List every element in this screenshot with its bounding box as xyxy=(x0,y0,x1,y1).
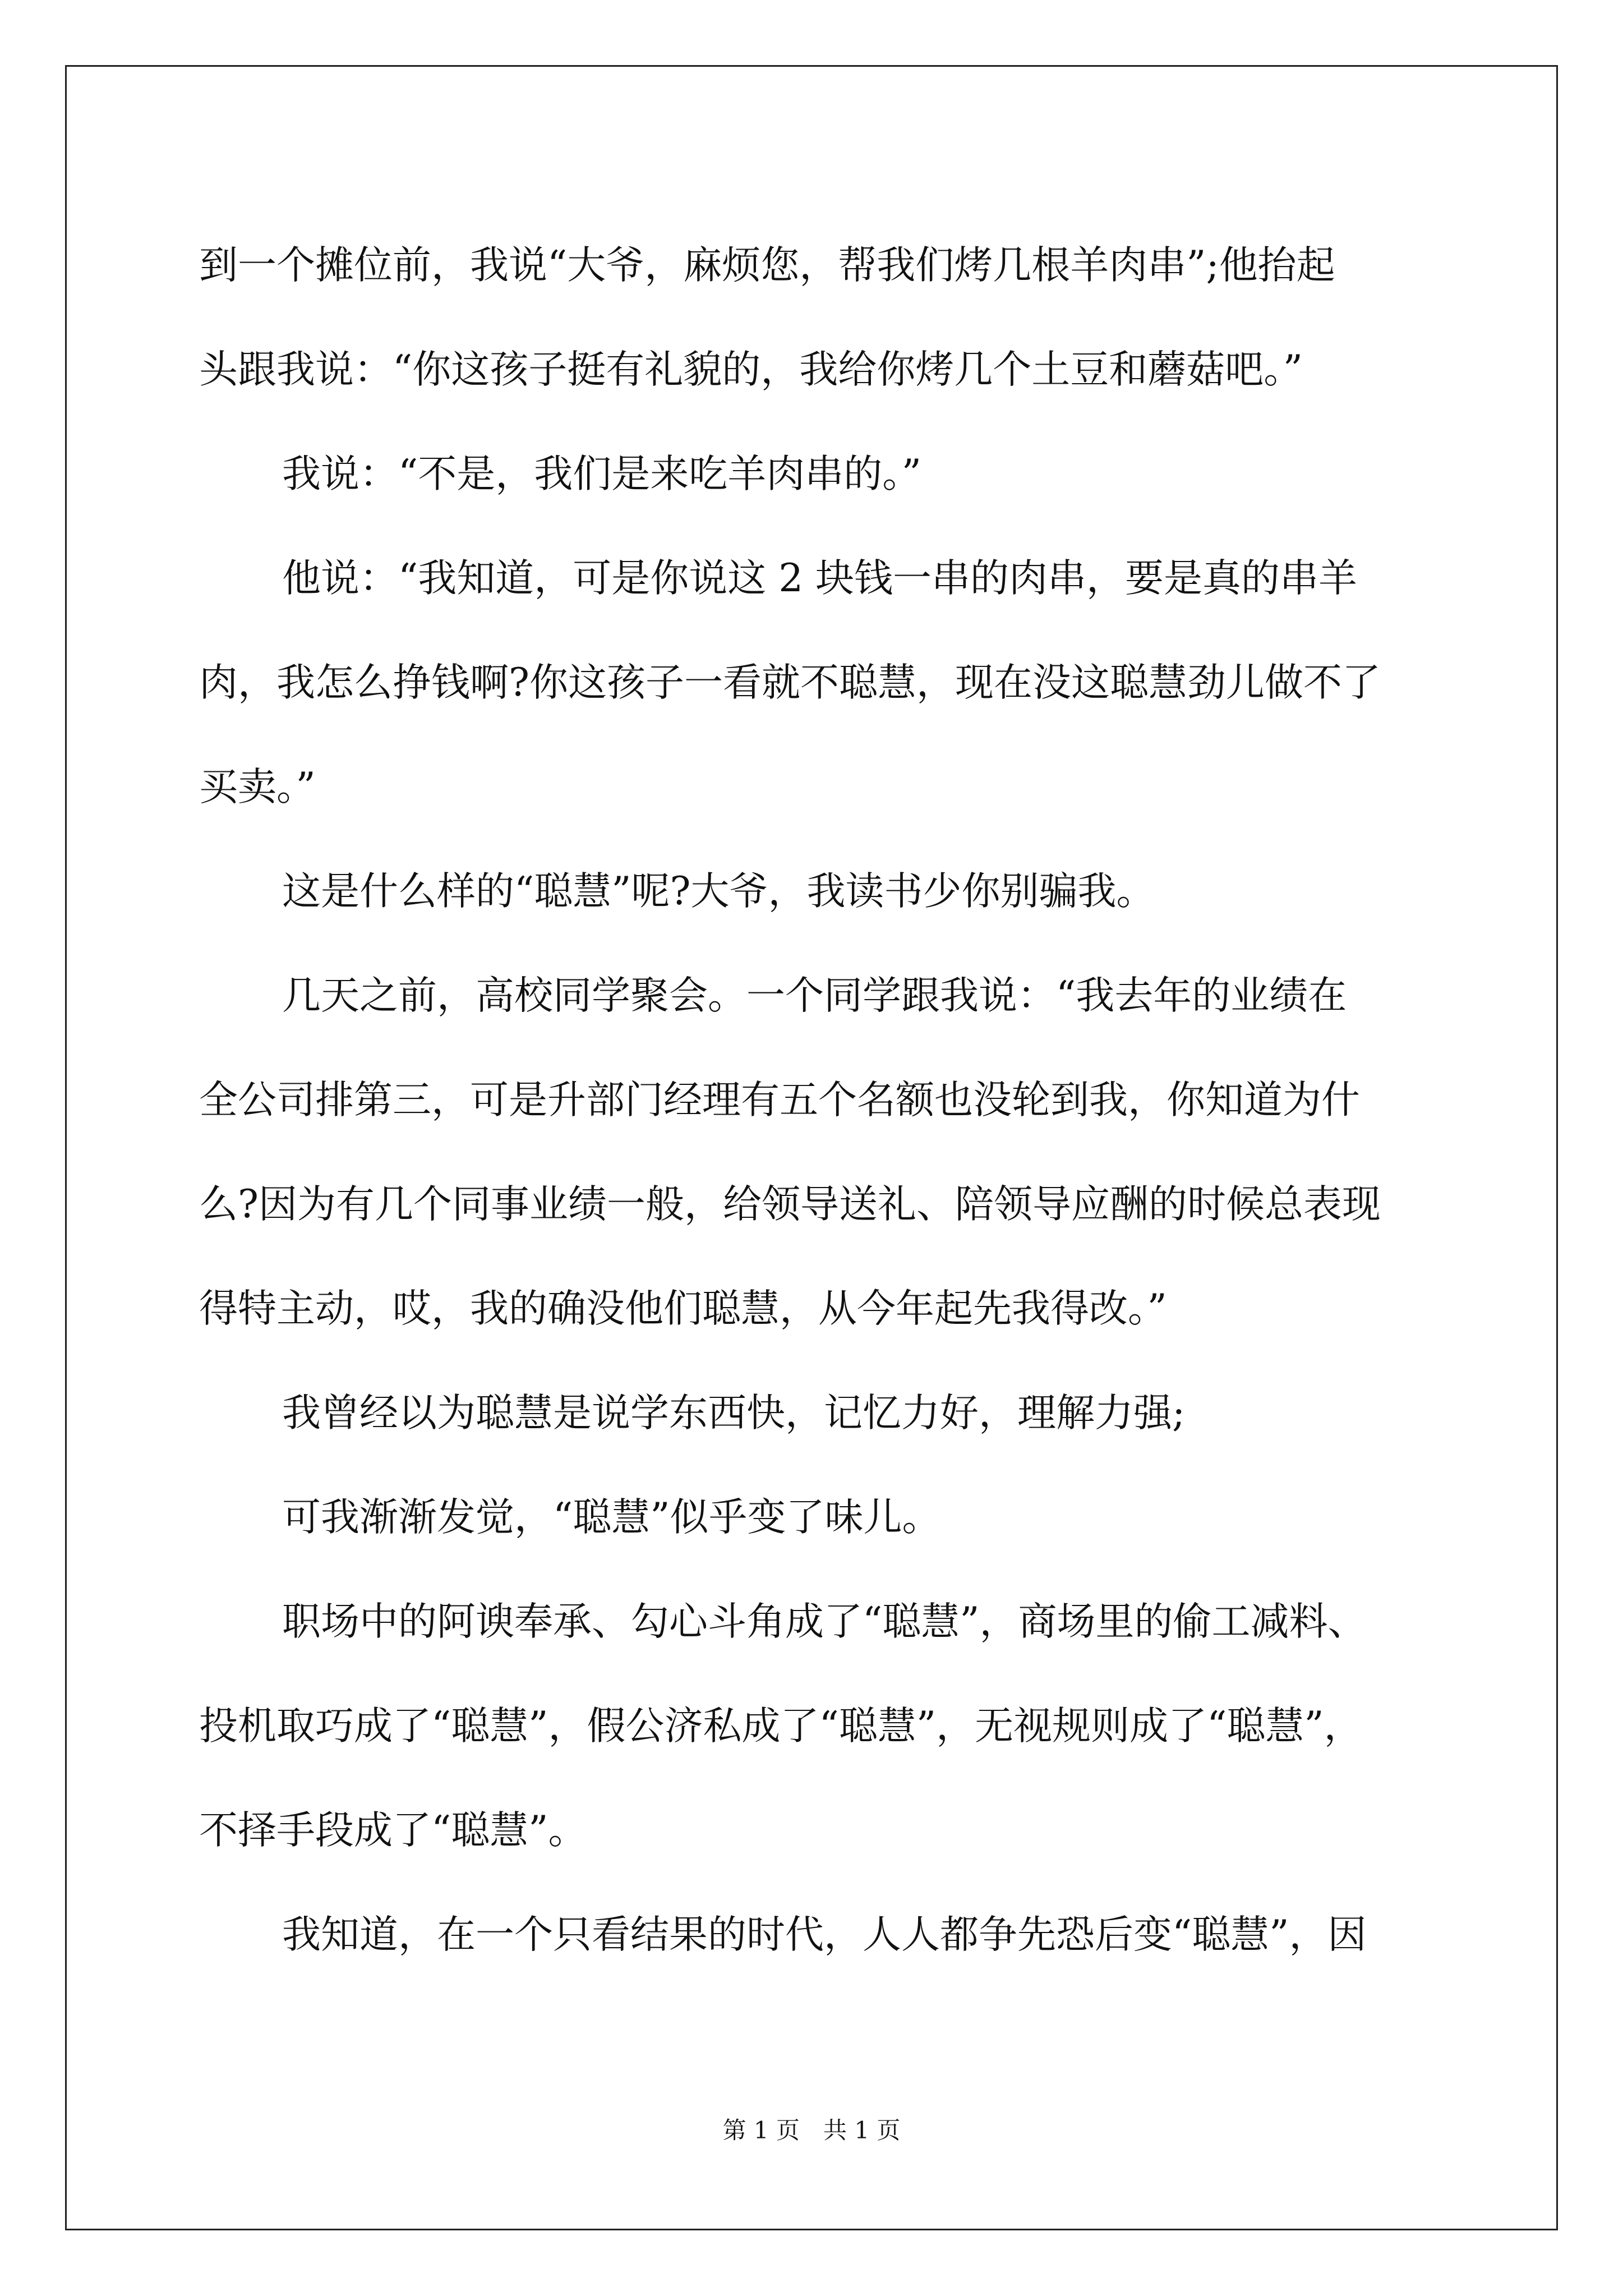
text-line-11: 得特主动，哎，我的确没他们聪慧，从今年起先我得改。” xyxy=(199,1286,1167,1331)
text-line-13: 可我渐渐发觉，“聪慧”似乎变了味儿。 xyxy=(282,1495,941,1540)
text-line-7: 这是什么样的“聪慧”呢?大爷，我读书少你别骗我。 xyxy=(282,869,1155,914)
text-line-3: 我说：“不是，我们是来吃羊肉串的。” xyxy=(282,452,922,496)
text-line-4: 他说：“我知道，可是你说这 2 块钱一串的肉串，要是真的串羊 xyxy=(282,556,1358,601)
text-line-2: 头跟我说：“你这孩子挺有礼貌的，我给你烤几个土豆和蘑菇吧。” xyxy=(199,347,1303,392)
text-line-5: 肉，我怎么挣钱啊?你这孩子一看就不聪慧，现在没这聪慧劲儿做不了 xyxy=(199,660,1381,705)
text-line-8: 几天之前，高校同学聚会。一个同学跟我说：“我去年的业绩在 xyxy=(282,973,1347,1018)
text-line-6: 买卖。” xyxy=(199,765,316,809)
text-line-9: 全公司排第三，可是升部门经理有五个名额也没轮到我，你知道为什 xyxy=(199,1078,1360,1122)
text-line-14: 职场中的阿谀奉承、勾心斗角成了“聪慧”，商场里的偷工减料、 xyxy=(282,1599,1367,1644)
text-line-16: 不择手段成了“聪慧”。 xyxy=(199,1808,587,1853)
page-footer xyxy=(0,2114,1623,2147)
page-number-total: 共 1 页 xyxy=(823,2116,901,2144)
text-line-12: 我曾经以为聪慧是说学东西快，记忆力好，理解力强; xyxy=(282,1391,1186,1435)
document-body xyxy=(199,213,1433,1987)
page-number-current: 第 1 页 xyxy=(722,2116,800,2144)
text-line-1: 到一个摊位前，我说“大爷，麻烦您，帮我们烤几根羊肉串”;他抬起 xyxy=(199,243,1335,288)
text-line-10: 么?因为有几个同事业绩一般，给领导送礼、陪领导应酬的时候总表现 xyxy=(199,1182,1381,1227)
text-line-15: 投机取巧成了“聪慧”，假公济私成了“聪慧”，无视规则成了“聪慧”， xyxy=(199,1704,1363,1749)
text-line-17: 我知道，在一个只看结果的时代，人人都争先恐后变“聪慧”，因 xyxy=(282,1912,1367,1957)
